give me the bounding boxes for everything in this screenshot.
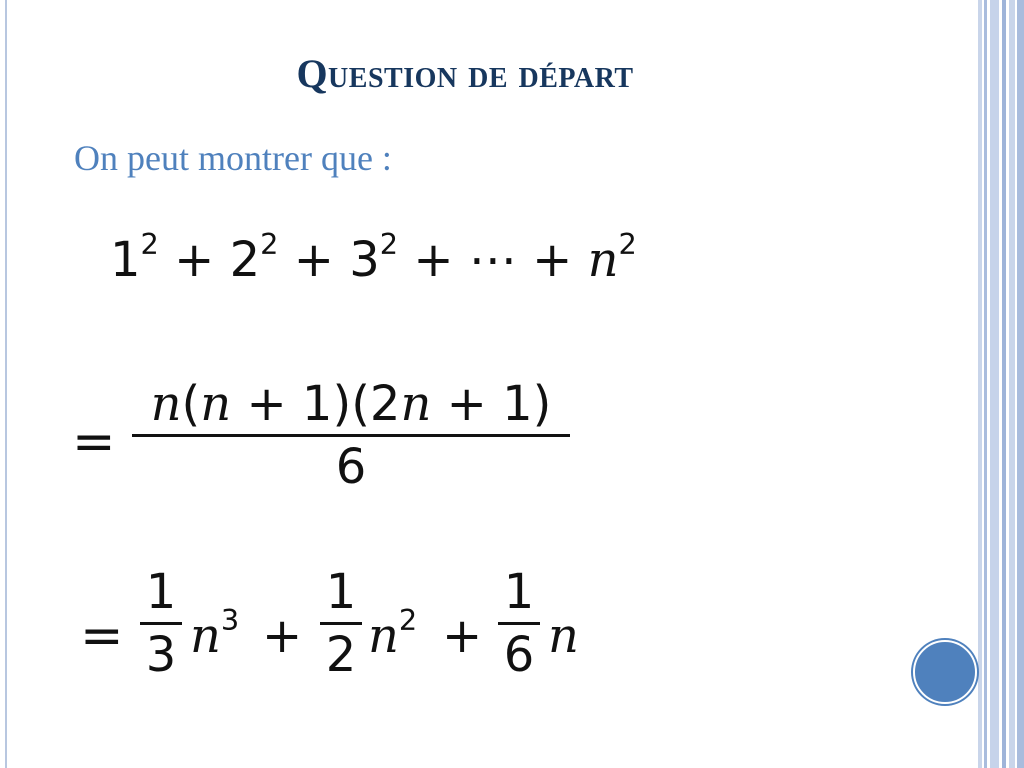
- fraction-denominator: 2: [325, 627, 357, 683]
- plus-sign: +: [174, 232, 215, 288]
- stripe: [1009, 0, 1015, 768]
- fraction: [498, 564, 540, 683]
- equals-sign: =: [80, 606, 124, 666]
- power-term: [368, 603, 418, 664]
- fraction-bar: [320, 622, 362, 625]
- right-decorative-stripes: [978, 0, 1024, 768]
- fraction-numerator: 1: [325, 564, 357, 620]
- variable-n: n: [150, 376, 182, 432]
- fraction: [320, 564, 362, 683]
- sum-of-squares-expression: [110, 227, 637, 288]
- linear-term: [548, 608, 579, 664]
- stripe: [984, 0, 987, 768]
- fraction-bar: [132, 434, 570, 437]
- fraction-numerator: 1: [145, 564, 177, 620]
- term-base: 1: [110, 232, 141, 288]
- left-border-line: [5, 0, 7, 768]
- term-exponent: 2: [140, 227, 159, 262]
- fraction-denominator: 6: [503, 627, 535, 683]
- numerator-part: + 1): [431, 376, 552, 432]
- variable-n: n: [548, 608, 579, 664]
- variable-n: n: [400, 376, 432, 432]
- power-term: [190, 603, 240, 664]
- fraction-denominator: 3: [145, 627, 177, 683]
- stripe: [990, 0, 999, 768]
- plus-sign: +: [293, 232, 334, 288]
- numerator-part: + 1)(2: [231, 376, 401, 432]
- stripe: [1002, 0, 1006, 768]
- fraction-numerator: 1: [503, 564, 535, 620]
- term-base: 3: [349, 232, 380, 288]
- slide-title: Question de départ: [296, 51, 634, 96]
- term-exponent: 2: [260, 227, 279, 262]
- intro-text: On peut montrer que :: [74, 138, 392, 178]
- plus-sign: +: [532, 232, 573, 288]
- plus-sign: +: [262, 608, 303, 664]
- fraction: [132, 376, 570, 495]
- decorative-circle: [913, 640, 977, 704]
- equals-sign: =: [72, 412, 116, 472]
- variable-n: n: [200, 376, 232, 432]
- variable-n: n: [368, 608, 399, 664]
- term-exponent: 3: [220, 603, 240, 638]
- fraction-bar: [498, 622, 540, 625]
- fraction-denominator: 6: [335, 439, 367, 495]
- plus-sign: +: [442, 608, 483, 664]
- fraction: [140, 564, 182, 683]
- term-exponent: 2: [379, 227, 399, 262]
- paren: (: [181, 376, 201, 432]
- variable-n: n: [587, 232, 619, 288]
- variable-n: n: [190, 608, 221, 664]
- term-base: 2: [229, 232, 261, 288]
- fraction-numerator: [150, 376, 552, 432]
- stripe: [1017, 0, 1024, 768]
- fraction-bar: [140, 622, 182, 625]
- ellipsis: ⋯: [468, 232, 517, 288]
- term-exponent: 2: [618, 227, 637, 262]
- plus-sign: +: [413, 232, 454, 288]
- stripe: [978, 0, 982, 768]
- term-exponent: 2: [398, 603, 418, 638]
